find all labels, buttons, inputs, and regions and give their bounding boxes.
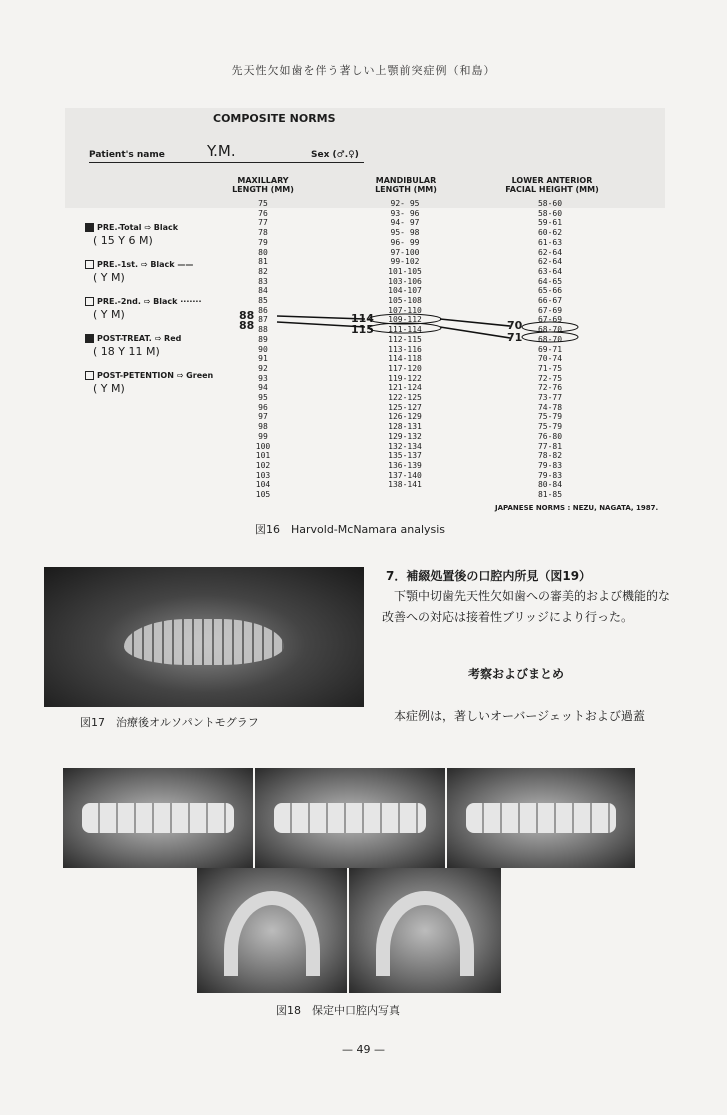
norm-value: 125-127 (388, 402, 422, 412)
discussion-body: 本症例は，著しいオーバージェットおよび過蓋 (394, 709, 645, 723)
norm-value: 104-107 (388, 286, 422, 296)
norms-source: JAPANESE NORMS : NEZU, NAGATA, 1987. (495, 504, 659, 512)
norm-value: 121-124 (388, 383, 422, 393)
norm-value: 76-80 (537, 431, 563, 441)
norm-value: 81-85 (537, 490, 563, 500)
norm-value: 63-64 (537, 266, 563, 276)
intraoral-photo-upper (197, 868, 347, 993)
legend-label: POST-TREAT. ⇨ Red (97, 334, 182, 343)
legend-age: ( Y M) (93, 308, 125, 321)
norm-value: 68-70 (537, 325, 563, 335)
upper-arch-image (224, 891, 320, 976)
norm-value: 91 (258, 354, 268, 364)
norm-value: 99-102 (390, 257, 420, 267)
teeth-image (124, 619, 284, 665)
running-header: 先天性欠如歯を伴う著しい上顎前突症例（和島） (231, 64, 496, 77)
intraoral-photo-right (63, 768, 253, 868)
norm-value: 128-131 (388, 422, 422, 432)
legend-item (85, 332, 213, 358)
norm-value: 112-115 (388, 334, 422, 344)
maxillary-marker-post: 88 (239, 319, 255, 332)
norm-value: 70-74 (537, 354, 563, 364)
norm-value: 81 (258, 257, 268, 267)
norm-value: 95 (258, 393, 268, 403)
mandibular-facial-lines (440, 319, 510, 338)
norm-value: 82 (258, 266, 268, 276)
legend-swatch (85, 223, 94, 232)
norm-value: 84 (258, 286, 268, 296)
norm-value: 72-75 (537, 373, 563, 383)
norm-value: 87 (258, 315, 268, 325)
legend-age: ( Y M) (93, 382, 125, 395)
norm-value: 113-116 (388, 344, 422, 354)
norm-value: 97-100 (390, 247, 420, 257)
norm-value: 58-60 (537, 199, 563, 208)
norm-value: 78 (258, 228, 268, 238)
norm-value: 75-79 (537, 422, 563, 432)
dentition-image (274, 803, 426, 833)
norm-value: 101-105 (388, 266, 422, 276)
legend-swatch (85, 260, 94, 269)
norm-value: 126-129 (388, 412, 422, 422)
legend (85, 221, 213, 406)
norm-value: 86 (258, 305, 268, 315)
norm-value: 89 (258, 334, 268, 344)
norm-value: 132-134 (388, 441, 422, 451)
legend-swatch (85, 371, 94, 380)
norm-value: 95- 98 (390, 228, 420, 238)
composite-norms-figure (65, 108, 665, 513)
norm-value: 79 (258, 237, 268, 247)
facial-height-marker-pre: 70 (507, 319, 523, 332)
norm-value: 66-67 (537, 296, 563, 306)
discussion-title: 考察およびまとめ (468, 667, 565, 681)
norm-value: 85 (258, 296, 268, 306)
norm-value: 137-140 (388, 470, 422, 480)
sex-label: Sex (♂.♀) (311, 150, 359, 160)
norm-value: 102 (255, 460, 271, 470)
lower-arch-image (376, 891, 473, 976)
maxillary-header: MAXILLARY LENGTH (MM) (232, 176, 294, 194)
maxillary-marker-pre: 88 (239, 309, 255, 322)
legend-swatch (85, 334, 94, 343)
legend-item (85, 369, 213, 395)
figure-title: COMPOSITE NORMS (213, 112, 336, 125)
maxillary-mandibular-lines (277, 316, 365, 327)
norm-value: 80 (258, 247, 268, 257)
norm-value: 67-69 (537, 315, 563, 325)
fig18-caption: 図18 保定中口腔内写真 (276, 1004, 400, 1017)
panoramic-radiograph (44, 567, 364, 707)
norm-value: 107-110 (388, 305, 422, 315)
norm-value: 111-114 (388, 325, 422, 335)
legend-item (85, 295, 213, 321)
legend-age: ( 15 Y 6 M) (93, 234, 153, 247)
legend-label: PRE.-1st. ⇨ Black —— (97, 260, 194, 269)
legend-item (85, 221, 213, 247)
norm-value: 58-60 (537, 208, 563, 218)
norm-value: 119-122 (388, 373, 422, 383)
dentition-image (466, 803, 616, 833)
section7-body: 下顎中切歯先天性欠如歯への審美的および機能的な改善への対応は接着性ブリッジにより行った。 (382, 589, 671, 624)
legend-label: PRE.-Total ⇨ Black (97, 223, 179, 232)
norm-value: 96- 99 (390, 237, 420, 247)
norm-value: 90 (258, 344, 268, 354)
dentition-image (82, 803, 234, 833)
mandibular-header: MANDIBULAR LENGTH (MM) (375, 176, 437, 194)
page-number: — 49 — (342, 1043, 385, 1056)
norm-value: 135-137 (388, 451, 422, 461)
norm-value: 75 (258, 199, 268, 208)
legend-age: ( Y M) (93, 271, 125, 284)
norm-value: 92 (258, 363, 268, 373)
norm-value: 83 (258, 276, 268, 286)
norm-value: 103-106 (388, 276, 422, 286)
norm-value: 96 (258, 402, 268, 412)
norm-value: 79-83 (537, 470, 563, 480)
norm-value: 98 (258, 422, 268, 432)
legend-label: PRE.-2nd. ⇨ Black ······· (97, 297, 202, 306)
norm-value: 62-64 (537, 257, 563, 267)
norm-value: 62-64 (537, 247, 563, 257)
norm-value: 100 (255, 441, 271, 451)
fig17-caption: 図17 治療後オルソパントモグラフ (80, 716, 259, 729)
norm-value: 59-61 (537, 218, 563, 228)
norm-value: 138-141 (388, 480, 422, 490)
norm-value: 72-76 (537, 383, 563, 393)
fig16-caption: 図16 Harvold-McNamara analysis (255, 523, 446, 536)
norm-value: 61-63 (537, 237, 563, 247)
norm-value: 76 (258, 208, 268, 218)
norm-value: 122-125 (388, 393, 422, 403)
mandibular-marker-pre: 114 (351, 312, 374, 325)
patient-label: Patient's name (89, 150, 165, 160)
legend-age: ( 18 Y 11 M) (93, 345, 160, 358)
norm-value: 68-70 (537, 334, 563, 344)
norm-value: 65-66 (537, 286, 563, 296)
norm-value: 67-69 (537, 305, 563, 315)
legend-label: POST-PETENTION ⇨ Green (97, 371, 214, 380)
legend-item (85, 258, 213, 284)
norm-value: 92- 95 (390, 199, 420, 208)
patient-name: Y.M. (207, 142, 236, 160)
section7-title: 7．補綴処置後の口腔内所見（図19） (386, 569, 592, 583)
norm-value: 93- 96 (390, 208, 420, 218)
norm-value: 64-65 (537, 276, 563, 286)
norm-value: 88 (258, 325, 268, 335)
norm-value: 79-83 (537, 460, 563, 470)
norm-value: 93 (258, 373, 268, 383)
norm-value: 136-139 (388, 460, 422, 470)
norm-value: 60-62 (537, 228, 563, 238)
facial-height-marker-post: 71 (507, 331, 523, 344)
norm-value: 80-84 (537, 480, 563, 490)
norm-value: 129-132 (388, 431, 422, 441)
norm-value: 71-75 (537, 363, 563, 373)
facial-height-header: LOWER ANTERIOR FACIAL HEIGHT (MM) (505, 176, 599, 194)
mandibular-marker-post: 115 (351, 323, 374, 336)
norm-value: 74-78 (537, 402, 563, 412)
norm-value: 101 (255, 451, 271, 461)
norm-value: 69-71 (537, 344, 563, 354)
norm-value: 94- 97 (390, 218, 420, 228)
facial-circle-b (522, 332, 578, 342)
norm-value: 109-112 (388, 315, 422, 325)
norm-value: 105-108 (388, 296, 422, 306)
norm-value: 99 (258, 431, 268, 441)
legend-swatch (85, 297, 94, 306)
intraoral-photo-lower (349, 868, 501, 993)
norm-value: 73-77 (537, 393, 563, 403)
norm-value: 77-81 (537, 441, 563, 451)
norm-value: 117-120 (388, 363, 422, 373)
norm-value: 104 (255, 480, 271, 490)
intraoral-photo-left (447, 768, 635, 868)
norm-value: 94 (258, 383, 268, 393)
norm-value: 103 (255, 470, 271, 480)
intraoral-photo-front (255, 768, 445, 868)
facial-circle-a (522, 322, 578, 332)
norm-value: 75-79 (537, 412, 563, 422)
norm-value: 105 (255, 490, 271, 500)
norm-value: 78-82 (537, 451, 563, 461)
norm-value: 77 (258, 218, 268, 228)
norm-value: 114-118 (388, 354, 422, 364)
norm-value: 97 (258, 412, 268, 422)
